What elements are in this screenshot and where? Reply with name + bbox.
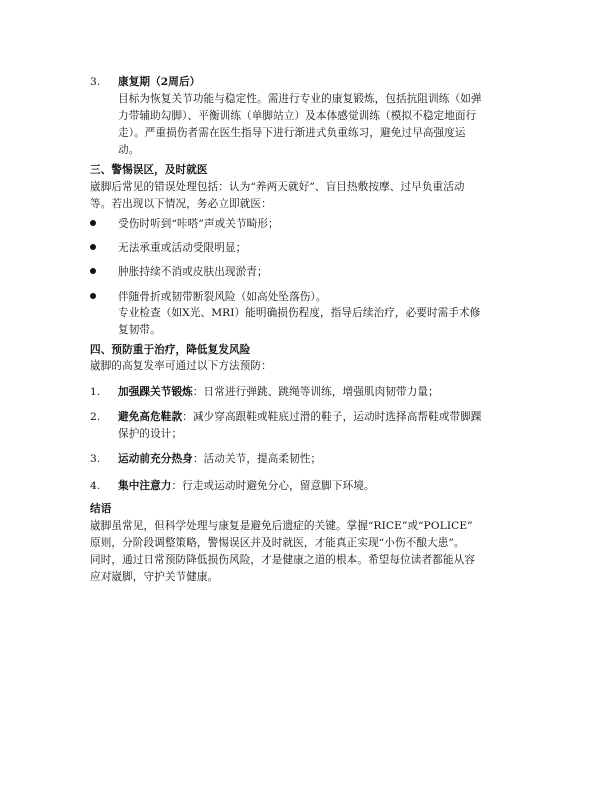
recovery-line: 动。 bbox=[118, 144, 140, 156]
prevention-intro: 崴脚的高复发率可通过以下方法预防： bbox=[90, 360, 272, 372]
intro-line: 崴脚后常见的错误处理包括：认为“养两天就好”、盲目热敷按摩、过早负重活动 bbox=[90, 181, 465, 193]
bullet-dot bbox=[90, 293, 96, 299]
exam-note-line: 专业检查（如X光、MRI）能明确损伤程度，指导后续治疗，必要时需手术修 bbox=[118, 307, 481, 319]
prevention-item-title: 集中注意力 bbox=[118, 480, 172, 492]
prevention-item-text: ：减少穿高跟鞋或鞋底过滑的鞋子，运动时选择高帮鞋或带脚踝 bbox=[182, 411, 482, 423]
conclusion-paragraph bbox=[90, 518, 538, 586]
list-number: 3. bbox=[90, 453, 101, 465]
list-number: 2. bbox=[90, 411, 101, 423]
misconceptions-intro bbox=[90, 179, 538, 213]
recovery-phase-title: 康复期（2周后） bbox=[118, 76, 201, 88]
recovery-line: 力带辅助勾脚）、平衡训练（单脚站立）及本体感觉训练（模拟不稳定地面行 bbox=[118, 110, 477, 122]
list-number: 1. bbox=[90, 386, 101, 398]
bullet-dot bbox=[90, 268, 96, 274]
section-heading-prevention: 四、预防重于治疗，降低复发风险 bbox=[90, 344, 251, 356]
prevention-item-title: 运动前充分热身 bbox=[118, 453, 193, 465]
section-heading-conclusion: 结语 bbox=[90, 503, 112, 515]
prevention-item-text: ：日常进行弹跳、跳绳等训练，增强肌肉韧带力量； bbox=[192, 386, 439, 398]
recovery-line: 走）。严重损伤者需在医生指导下进行渐进式负重练习，避免过早高强度运 bbox=[118, 127, 466, 139]
bullet-text: 受伤时听到“咔嗒”声或关节畸形； bbox=[118, 218, 279, 230]
intro-line: 等。若出现以下情况，务必立即就医： bbox=[90, 198, 272, 210]
recovery-phase-item bbox=[90, 74, 530, 159]
prevention-item-title: 避免高危鞋款 bbox=[118, 411, 183, 423]
section-heading-misconceptions: 三、警惕误区，及时就医 bbox=[90, 164, 208, 176]
exam-note bbox=[118, 305, 536, 339]
prevention-item-title: 加强踝关节锻炼 bbox=[118, 386, 193, 398]
prevention-item bbox=[90, 478, 530, 495]
prevention-item-text: ：活动关节，提高柔韧性； bbox=[192, 453, 322, 465]
bullet-item bbox=[90, 264, 530, 281]
bullet-text: 无法承重或活动受限明显； bbox=[118, 242, 247, 254]
bullet-item bbox=[90, 240, 530, 257]
list-number: 4. bbox=[90, 480, 101, 492]
list-number: 3. bbox=[90, 76, 101, 88]
bullet-item bbox=[90, 289, 530, 306]
bullet-dot bbox=[90, 244, 96, 250]
exam-note-line: 复韧带。 bbox=[118, 324, 161, 336]
conclusion-line: 崴脚虽常见，但科学处理与康复是避免后遗症的关键。掌握“RICE”或“POLICE” bbox=[90, 520, 473, 532]
bullet-text: 伴随骨折或韧带断裂风险（如高处坠落伤）。 bbox=[118, 291, 327, 303]
conclusion-line: 应对崴脚，守护关节健康。 bbox=[90, 571, 219, 583]
prevention-item bbox=[90, 409, 530, 443]
bullet-dot bbox=[90, 220, 96, 226]
prevention-item bbox=[90, 451, 530, 468]
prevention-item-text: ：行走或运动时避免分心，留意脚下环境。 bbox=[171, 480, 375, 492]
recovery-line: 目标为恢复关节功能与稳定性。需进行专业的康复锻炼，包括抗阻训练（如弹 bbox=[118, 93, 482, 105]
bullet-item bbox=[90, 216, 530, 233]
bullet-text: 肿胀持续不消或皮肤出现淤青； bbox=[118, 266, 268, 278]
prevention-item-continuation: 保护的设计； bbox=[118, 428, 183, 440]
conclusion-line: 同时，通过日常预防降低损伤风险，才是健康之道的根本。希望每位读者都能从容 bbox=[90, 554, 475, 566]
conclusion-line: 原则，分阶段调整策略，警惕误区并及时就医，才能真正实现“小伤不酿大患”。 bbox=[90, 537, 465, 549]
prevention-item bbox=[90, 384, 530, 401]
